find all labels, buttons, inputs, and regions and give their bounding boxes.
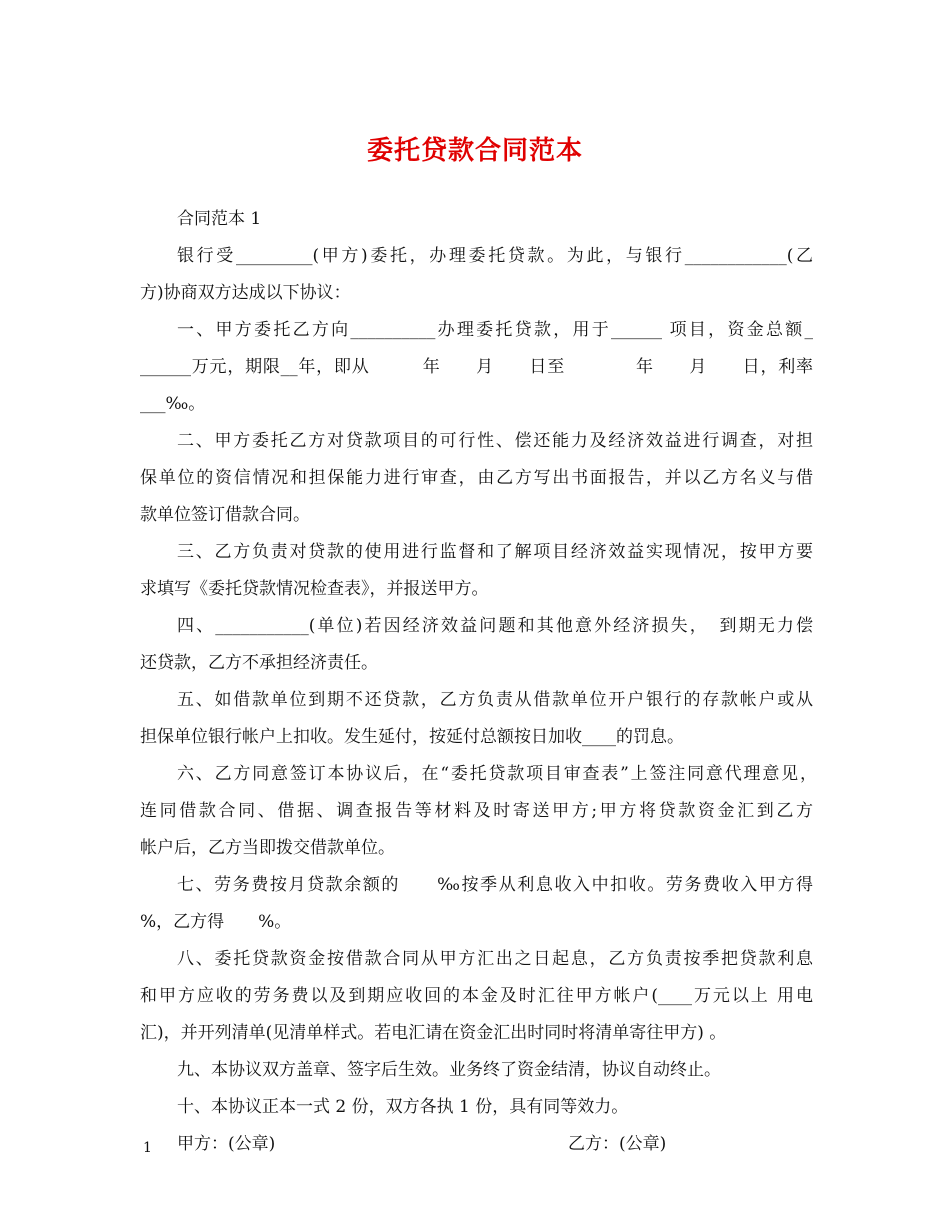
paragraph-line: 汇)，并开列清单(见清单样式。若电汇请在资金汇出时同时将清单寄往甲方) 。: [140, 1023, 727, 1043]
paragraph-line: 十、本协议正本一式 2 份，双方各执 1 份，具有同等效力。: [177, 1097, 629, 1117]
paragraph-line: 连同借款合同、借据、调查报告等材料及时寄送甲方;甲方将贷款资金汇到乙方: [140, 801, 813, 821]
document-title: 委托贷款合同范本: [366, 136, 583, 166]
paragraph-line: 求填写《委托贷款情况检查表》，并报送甲方。: [140, 579, 489, 599]
paragraph-line: 二、甲方委托乙方对贷款项目的可行性、偿还能力及经济效益进行调查，对担: [177, 431, 813, 451]
paragraph-line: 九、本协议双方盖章、签字后生效。业务终了资金结清，协议自动终止。: [177, 1060, 721, 1080]
paragraph-line: 担保单位银行帐户上扣收。发生延付，按延付总额按日加收____的罚息。: [140, 727, 684, 747]
paragraph-line: 四、___________(单位)若因经济效益问题和其他意外经济损失， 到期无力偿: [177, 616, 813, 636]
section-heading: 合同范本 1: [177, 209, 262, 229]
paragraph-line: 方)协商双方达成以下协议：: [140, 283, 351, 303]
paragraph-line: 六、乙方同意签订本协议后，在“委托贷款项目审查表”上签注同意代理意见，: [177, 764, 817, 784]
paragraph-line: 款单位签订借款合同。: [140, 505, 310, 525]
paragraph-line: 七、劳务费按月贷款余额的 ‰按季从利息收入中扣收。劳务费收入甲方得: [177, 875, 813, 895]
paragraph-line: 银行受_________(甲方)委托，办理委托贷款。为此，与银行____________(乙: [177, 246, 813, 266]
party-a-signature: 甲方：(公章): [177, 1134, 276, 1154]
page-number: 1: [143, 1140, 152, 1156]
paragraph-line: 一、甲方委托乙方向__________办理委托贷款，用于______ 项目，资金总额_: [177, 320, 813, 340]
paragraph-line: 五、如借款单位到期不还贷款，乙方负责从借款单位开户银行的存款帐户或从: [177, 690, 813, 710]
paragraph-line: ___‰。: [140, 394, 206, 414]
paragraph-line: 八、委托贷款资金按借款合同从甲方汇出之日起息，乙方负责按季把贷款利息: [177, 949, 813, 969]
paragraph-line: ______万元，期限__年，即从 年 月 日至 年 月 日，利率: [140, 357, 813, 377]
paragraph-line: 保单位的资信情况和担保能力进行审查，由乙方写出书面报告，并以乙方名义与借: [140, 468, 813, 488]
paragraph-line: 三、乙方负责对贷款的使用进行监督和了解项目经济效益实现情况，按甲方要: [177, 542, 813, 562]
paragraph-line: 还贷款，乙方不承担经济责任。: [140, 653, 378, 673]
paragraph-line: %，乙方得 %。: [140, 912, 292, 932]
party-b-signature: 乙方：(公章): [568, 1134, 667, 1154]
paragraph-line: 帐户后，乙方当即拨交借款单位。: [140, 838, 395, 858]
paragraph-line: 和甲方应收的劳务费以及到期应收回的本金及时汇往甲方帐户(____万元以上 用电: [140, 986, 813, 1006]
